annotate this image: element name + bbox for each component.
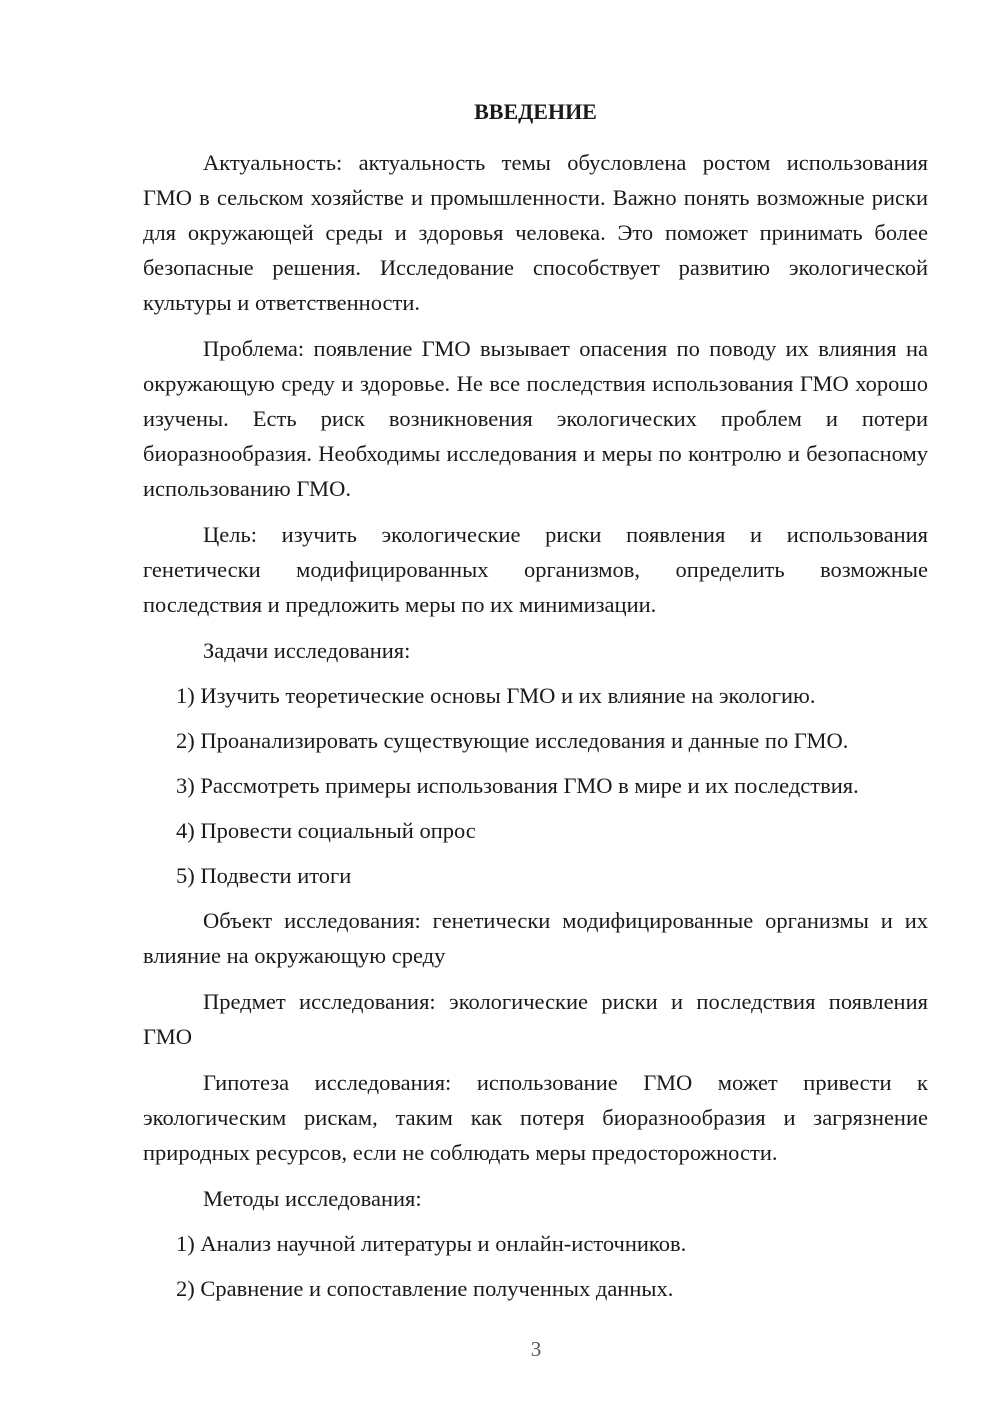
tasks-label: Задачи исследования:: [203, 638, 411, 663]
task-item: 3) Рассмотреть примеры использования ГМО в мире и их последствия.: [176, 773, 859, 798]
task-item: 1) Изучить теоретические основы ГМО и их влияние на экологию.: [176, 683, 816, 708]
object-paragraph: Объект исследования: генетически модифицированные организмы и их влияние на окружающую среду: [143, 908, 928, 968]
problem-paragraph: Проблема: появление ГМО вызывает опасения по поводу их влияния на окружающую среду и здоровье. Не все последствия использования ГМО хорошо изучены. Есть риск возникновения экологических проблем и потери биоразнообразия. Необходимы исследования и меры по контролю и безопасному использованию ГМО.: [143, 336, 928, 501]
subject-paragraph: Предмет исследования: экологические риски и последствия появления ГМО: [143, 989, 928, 1049]
hypothesis-paragraph: Гипотеза исследования: использование ГМО может привести к экологическим рискам, таким как потеря биоразнообразия и загрязнение природных ресурсов, если не соблюдать меры предосторожности.: [143, 1070, 928, 1165]
page-content: [143, 93, 928, 1316]
task-item: 4) Провести социальный опрос: [176, 818, 476, 843]
page-number: 3: [530, 1337, 542, 1361]
methods-label: Методы исследования:: [203, 1186, 422, 1211]
task-item: 2) Проанализировать существующие исследования и данные по ГМО.: [176, 728, 849, 753]
goal-paragraph: Цель: изучить экологические риски появления и использования генетически модифицированных организмов, определить возможные последствия и предложить меры по их минимизации.: [143, 522, 928, 617]
method-item: 2) Сравнение и сопоставление полученных данных.: [176, 1276, 674, 1301]
relevance-paragraph: Актуальность: актуальность темы обусловлена ростом использования ГМО в сельском хозяйстве и промышленности. Важно понять возможные риски для окружающей среды и здоровья человека. Это поможет принимать более безопасные решения. Исследование способствует развитию экологической культуры и ответственности.: [143, 150, 928, 315]
task-item: 5) Подвести итоги: [176, 863, 352, 888]
method-item: 1) Анализ научной литературы и онлайн-источников.: [176, 1231, 687, 1256]
section-title: ВВЕДЕНИЕ: [474, 99, 597, 124]
